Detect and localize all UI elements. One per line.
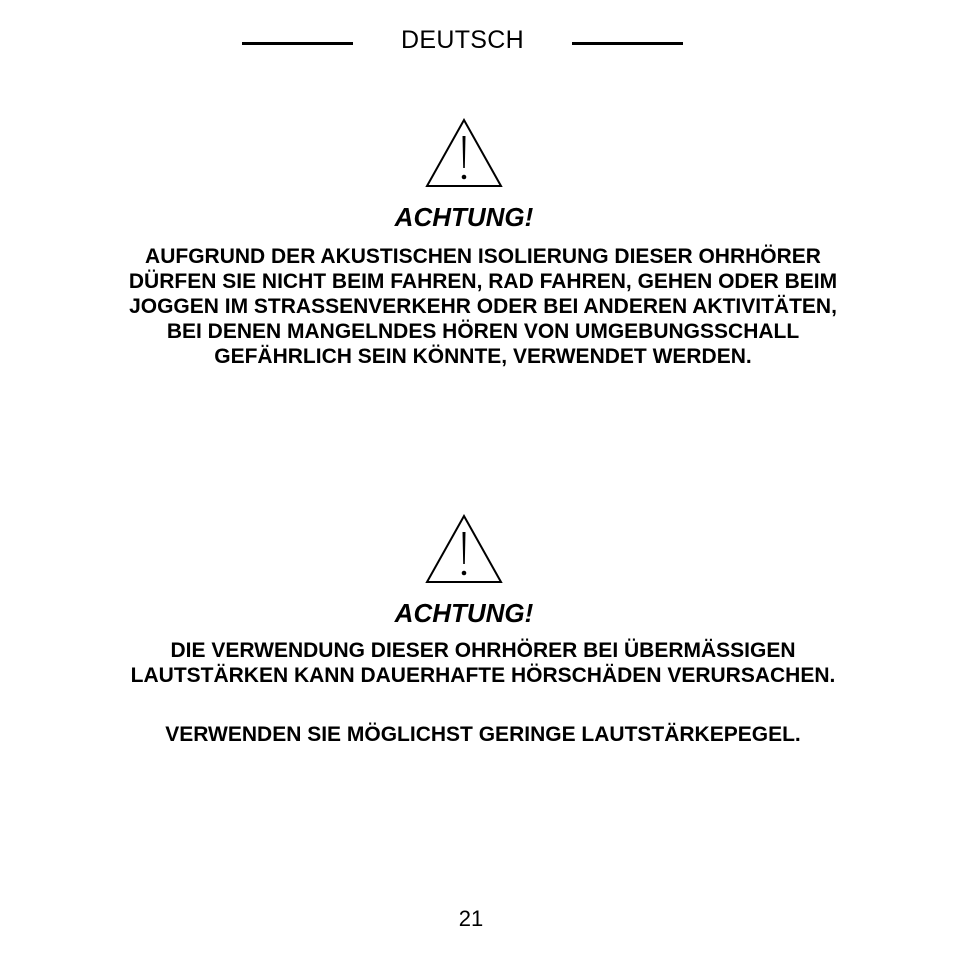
page-header [0,24,954,60]
warning-triangle-icon [425,118,503,188]
warning-triangle-icon [425,514,503,584]
header-rule-left [242,42,353,45]
language-label: DEUTSCH [401,26,524,54]
warning-advice-text: VERWENDEN SIE MÖGLICHST GERINGE LAUTSTÄRKEPEGEL. [165,723,801,746]
warning-title: ACHTUNG! [394,598,534,628]
warning-text: AUFGRUND DER AKUSTISCHEN ISOLIERUNG DIESER OHRHÖRER DÜRFEN SIE NICHT BEIM FAHREN, RAD FAHREN, GEHEN ODER BEIM JOGGEN IM STRASSENVERKEHR ODER BEI ANDEREN AKTIVITÄTEN, BEI DENEN MANGELNDES HÖREN VON UMGEBUNGSSCHALL GEFÄHRLICH SEIN KÖNNTE, VERWENDET WERDEN. [128,245,838,368]
page-number: 21 [458,906,484,931]
header-rule-right [572,42,683,45]
warning-title: ACHTUNG! [394,202,534,232]
warning-text: DIE VERWENDUNG DIESER OHRHÖRER BEI ÜBERMÄSSIGEN LAUTSTÄRKEN KANN DAUERHAFTE HÖRSCHÄDEN VERURSACHEN. [130,639,836,687]
